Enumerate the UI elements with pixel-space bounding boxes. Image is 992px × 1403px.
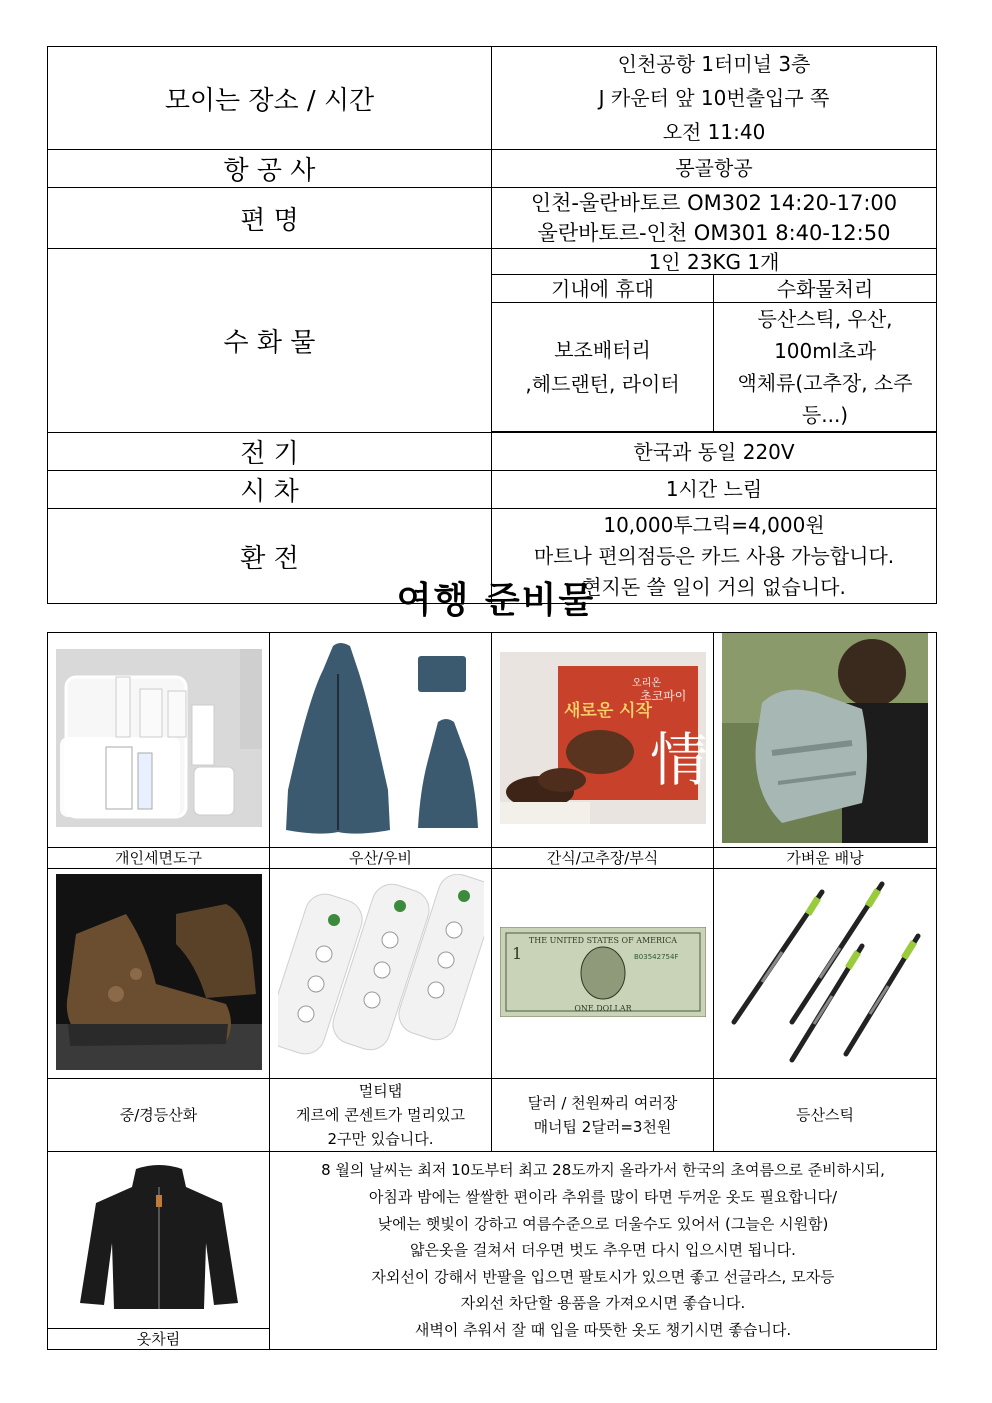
meet-time: 오전 11:40: [662, 120, 766, 144]
carry-on-header: 기내에 휴대: [492, 275, 714, 303]
jacket-image: [74, 1163, 244, 1313]
weather-line: 자외선 차단할 용품을 가져오시면 좋습니다.: [460, 1294, 746, 1313]
checked-line: 등산스틱, 우산,: [757, 307, 893, 331]
checked-line: 등...): [801, 403, 849, 427]
clothing-picture-cell: [48, 1152, 270, 1329]
meet-place: 인천공항 1터미널 3층: [617, 52, 811, 76]
power-row: [48, 433, 937, 471]
time-diff-value: 1시간 느림: [492, 471, 937, 509]
flight-value: [492, 188, 937, 249]
exchange-label: 환 전: [48, 509, 492, 604]
weather-note: [270, 1152, 937, 1350]
poncho-image: [278, 640, 484, 836]
meet-row: [48, 47, 937, 150]
flight-outbound: 인천-울란바토르 OM302 14:20-17:00: [530, 191, 898, 215]
checked-items: [714, 303, 937, 432]
backpack-image: [722, 633, 928, 843]
dollar-title: 달러 / 천원짜리 여러장: [527, 1094, 678, 1112]
bill-header-text: THE UNITED STATES OF AMERICA: [528, 935, 677, 945]
checked-line: 100ml초과: [774, 339, 876, 363]
exchange-cash-note: 현지돈 쓸 일이 거의 없습니다.: [582, 574, 846, 599]
baggage-allowance: 1인 23KG 1개: [492, 249, 937, 275]
backpack-cell: [714, 633, 937, 848]
multitap-caption: [270, 1079, 492, 1152]
clothing-caption: 옷차림: [48, 1329, 270, 1350]
bill-serial-text: B03542754F: [633, 952, 678, 961]
baggage-row: [48, 249, 937, 275]
poles-cell: [714, 869, 937, 1079]
weather-line: 아침과 밤에는 쌀쌀한 편이라 추위를 많이 타면 두꺼운 옷도 필요합니다/: [368, 1188, 838, 1207]
trekking-poles-image: [722, 872, 928, 1072]
multitap-title: 멀티탭: [358, 1082, 403, 1100]
time-diff-label: 시 차: [48, 471, 492, 509]
rain-cell: [270, 633, 492, 848]
power-strip-image: [278, 874, 484, 1070]
backpack-caption: 가벼운 배낭: [714, 848, 937, 869]
flight-row: [48, 188, 937, 249]
airline-label: 항 공 사: [48, 150, 492, 188]
choco-pie-image: [500, 652, 706, 824]
bill-one-text: 1: [511, 943, 522, 963]
meet-value: [492, 47, 937, 150]
carry-on-line: 보조배터리: [554, 338, 651, 362]
toiletries-image: [56, 649, 262, 827]
weather-line: 8 월의 날씨는 최저 10도부터 최고 28도까지 올라가서 한국의 초여름으로 준비하시되,: [321, 1161, 885, 1180]
airline-value: 몽골항공: [492, 150, 937, 188]
picture-row: [48, 633, 937, 848]
choco-slogan-text: 새로운 시작: [563, 701, 652, 721]
power-label: 전 기: [48, 433, 492, 471]
multitap-note: 2구만 있습니다.: [327, 1130, 434, 1148]
caption-row-2: [48, 1079, 937, 1152]
choco-brand-text: 오리온: [631, 678, 661, 689]
meet-label: 모이는 장소 / 시간: [48, 47, 492, 150]
trip-info-table: [47, 46, 937, 604]
hiking-boots-image: [56, 874, 262, 1070]
bill-footer-text: ONE DOLLAR: [573, 1003, 632, 1013]
clothing-row: [48, 1152, 937, 1329]
airline-row: [48, 150, 937, 188]
rain-caption: 우산/우비: [270, 848, 492, 869]
multitap-note: 게르에 콘센트가 멀리있고: [296, 1106, 465, 1124]
checked-line: 액체류(고추장, 소주: [737, 371, 913, 395]
weather-line: 얇은옷을 걸쳐서 더우면 벗도 추우면 다시 입으시면 됩니다.: [410, 1241, 796, 1260]
poles-caption: 등산스틱: [714, 1079, 937, 1152]
snacks-caption: 간식/고추장/부식: [492, 848, 714, 869]
dollar-cell: [492, 869, 714, 1079]
baggage-label: 수 화 물: [48, 249, 492, 433]
carry-on-line: ,헤드랜턴, 라이터: [525, 372, 680, 396]
choco-char-text: 情: [649, 726, 706, 794]
boots-caption: 중/경등산화: [48, 1079, 270, 1152]
meet-gate: J 카운터 앞 10번출입구 쪽: [598, 86, 830, 110]
exchange-rate: 10,000투그릭=4,000원: [603, 512, 825, 537]
dollar-bill-image: [500, 927, 706, 1017]
time-diff-row: [48, 471, 937, 509]
power-value: 한국과 동일 220V: [492, 433, 937, 471]
dollar-caption: [492, 1079, 714, 1152]
caption-row-1: [48, 848, 937, 869]
dollar-tip-note: 매너팁 2달러=3천원: [533, 1118, 672, 1136]
exchange-card-note: 마트나 편의점등은 카드 사용 가능합니다.: [533, 543, 895, 568]
weather-line: 자외선이 강해서 반팔을 입으면 팔토시가 있으면 좋고 선글라스, 모자등: [371, 1267, 835, 1286]
choco-name-text: 초코파이: [639, 689, 686, 703]
toiletries-cell: [48, 633, 270, 848]
flight-return: 울란바토르-인천 OM301 8:40-12:50: [537, 221, 891, 245]
flight-label: 편 명: [48, 188, 492, 249]
checked-header: 수화물처리: [714, 275, 937, 303]
carry-on-items: [492, 303, 714, 432]
boots-cell: [48, 869, 270, 1079]
snacks-cell: [492, 633, 714, 848]
weather-line: 새벽이 추워서 잘 때 입을 따뜻한 옷도 챙기시면 좋습니다.: [414, 1320, 792, 1339]
packing-list-table: [47, 632, 937, 1350]
multitap-cell: [270, 869, 492, 1079]
weather-line: 낮에는 햇빛이 강하고 여름수준으로 더울수도 있어서 (그늘은 시원함): [377, 1214, 829, 1233]
toiletries-caption: 개인세면도구: [48, 848, 270, 869]
picture-row-2: [48, 869, 937, 1079]
prep-title: 여행 준비물: [396, 580, 596, 621]
